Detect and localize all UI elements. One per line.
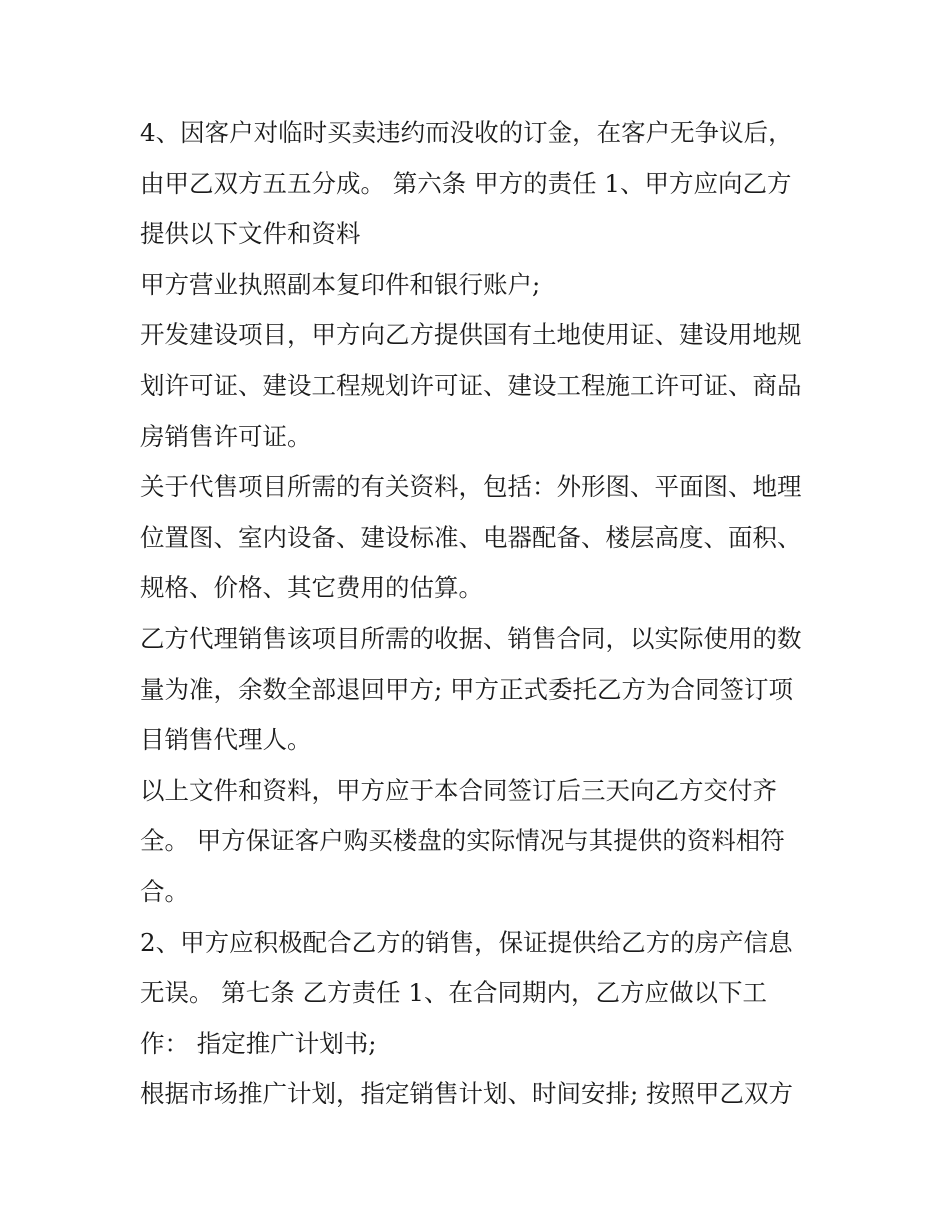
text-line: 由甲乙双方五五分成。 第六条 甲方的责任 1、甲方应向乙方 bbox=[140, 168, 792, 198]
text-line: 划许可证、建设工程规划许可证、建设工程施工许可证、商品 bbox=[140, 370, 802, 400]
text-line: 规格、价格、其它费用的估算。 bbox=[140, 573, 483, 603]
text-line: 全。 甲方保证客户购买楼盘的实际情况与其提供的资料相符 bbox=[140, 826, 785, 856]
text-line: 关于代售项目所需的有关资料，包括：外形图、平面图、地理 bbox=[140, 472, 802, 502]
document-body bbox=[140, 108, 830, 1120]
text-line: 甲方营业执照副本复印件和银行账户; bbox=[140, 269, 541, 299]
text-line: 合。 bbox=[140, 876, 189, 906]
text-line: 无误。 第七条 乙方责任 1、在合同期内，乙方应做以下工 bbox=[140, 978, 767, 1008]
text-line: 根据市场推广计划，指定销售计划、时间安排; 按照甲乙双方 bbox=[140, 1079, 794, 1109]
text-line: 开发建设项目，甲方向乙方提供国有土地使用证、建设用地规 bbox=[140, 320, 802, 350]
text-line: 房销售许可证。 bbox=[140, 421, 312, 451]
text-line: 目销售代理人。 bbox=[140, 725, 312, 755]
text-line: 位置图、室内设备、建设标准、电器配备、楼层高度、面积、 bbox=[140, 522, 802, 552]
text-line: 乙方代理销售该项目所需的收据、销售合同，以实际使用的数 bbox=[140, 623, 802, 653]
text-line: 以上文件和资料，甲方应于本合同签订后三天向乙方交付齐 bbox=[140, 775, 777, 805]
text-line: 作： 指定推广计划书; bbox=[140, 1028, 377, 1058]
text-line: 提供以下文件和资料 bbox=[140, 219, 361, 249]
text-line: 2、甲方应积极配合乙方的销售，保证提供给乙方的房产信息 bbox=[140, 927, 793, 957]
text-line: 4、因客户对临时买卖违约而没收的订金，在客户无争议后， bbox=[140, 118, 793, 147]
text-line: 量为准，余数全部退回甲方; 甲方正式委托乙方为合同签订项 bbox=[140, 674, 794, 704]
